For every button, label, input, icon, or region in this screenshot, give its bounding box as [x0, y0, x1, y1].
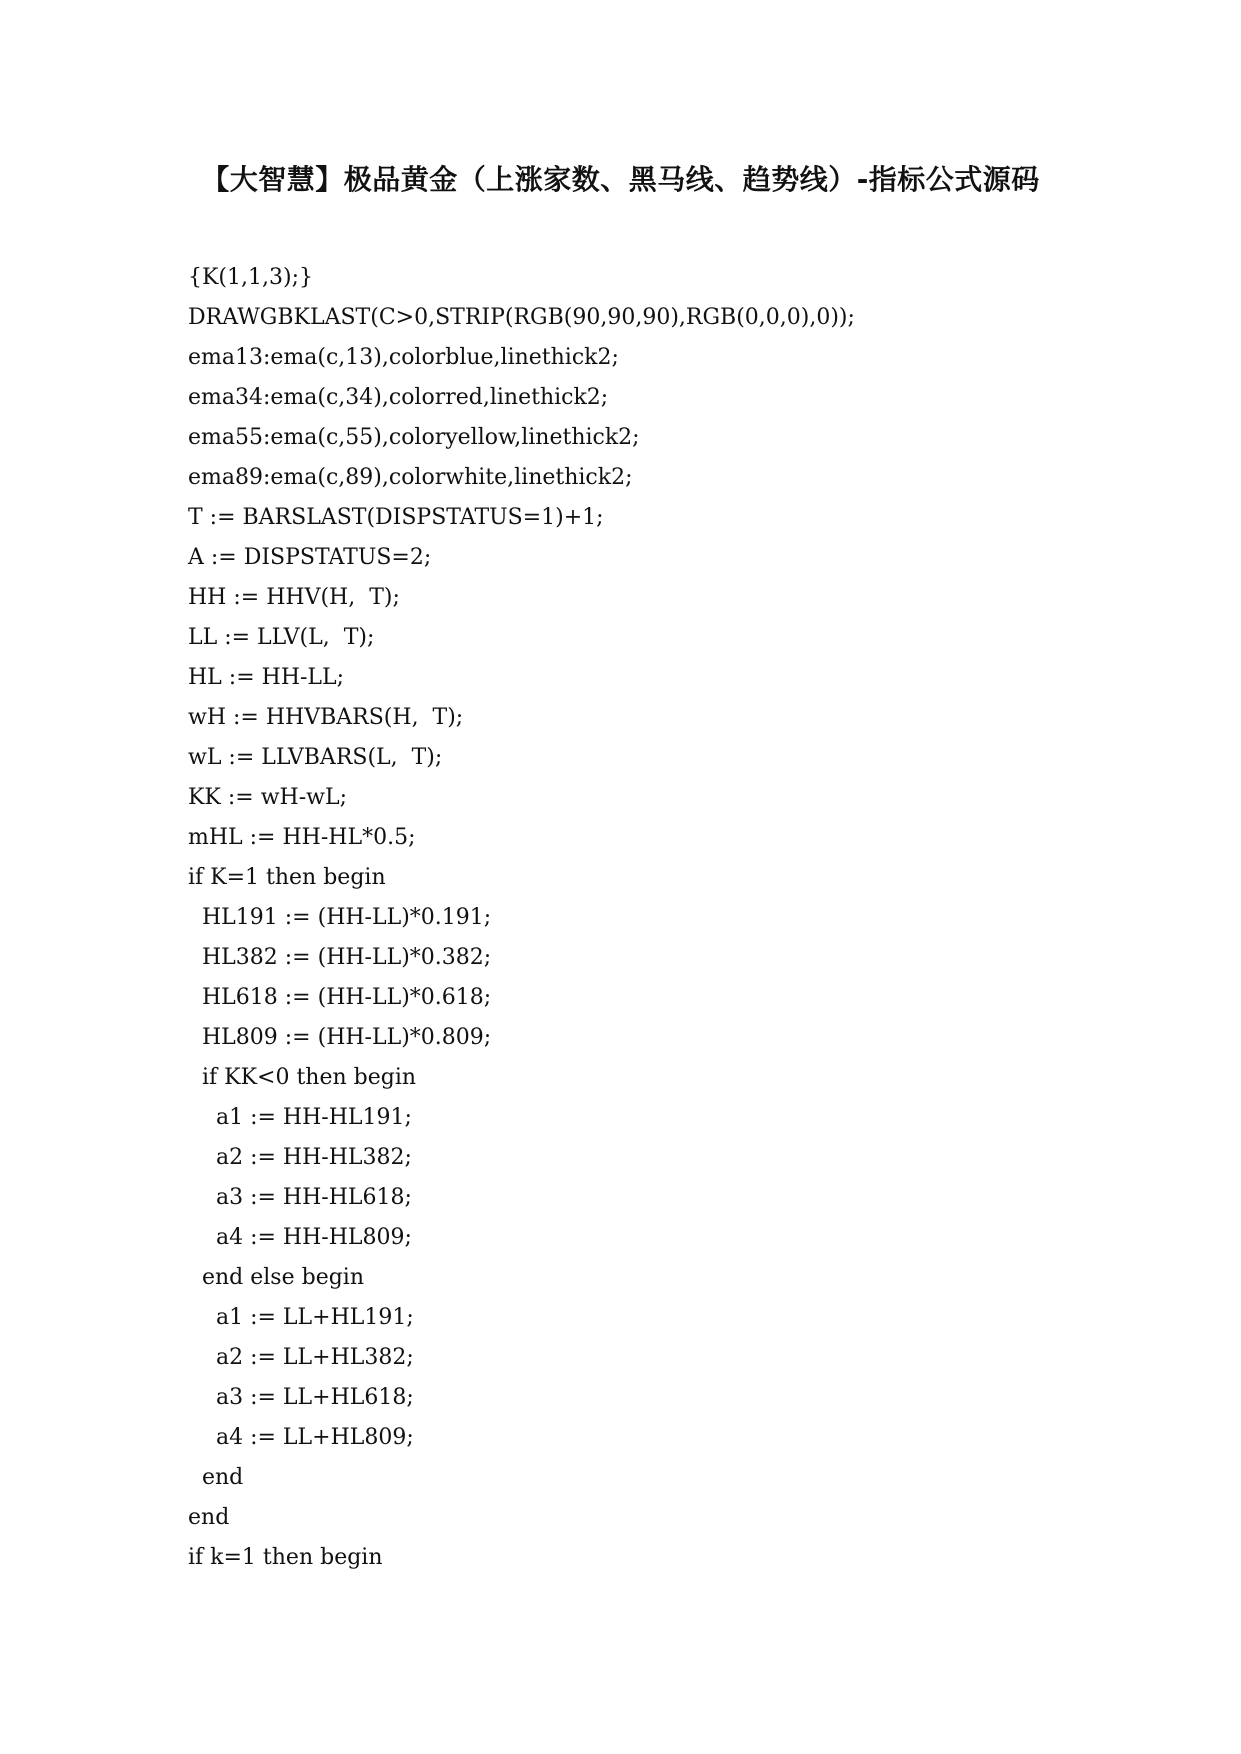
- code-line: wH := HHVBARS(H, T);: [188, 705, 464, 730]
- code-line: end: [188, 1505, 230, 1530]
- code-line: HL := HH-LL;: [188, 665, 345, 690]
- code-line: a2 := LL+HL382;: [188, 1345, 414, 1370]
- code-line: HH := HHV(H, T);: [188, 585, 400, 610]
- code-line: T := BARSLAST(DISPSTATUS=1)+1;: [188, 505, 604, 530]
- code-line: ema89:ema(c,89),colorwhite,linethick2;: [188, 465, 633, 490]
- code-line: HL382 := (HH-LL)*0.382;: [188, 945, 492, 970]
- code-line: end: [188, 1465, 244, 1490]
- code-line: ema55:ema(c,55),coloryellow,linethick2;: [188, 425, 640, 450]
- code-line: a2 := HH-HL382;: [188, 1145, 412, 1170]
- document-title: 【大智慧】极品黄金（上涨家数、黑马线、趋势线）-指标公式源码: [201, 163, 1040, 196]
- code-line: LL := LLV(L, T);: [188, 625, 375, 650]
- code-line: mHL := HH-HL*0.5;: [188, 825, 416, 850]
- code-line: DRAWGBKLAST(C>0,STRIP(RGB(90,90,90),RGB(0,0,0),0));: [188, 305, 855, 330]
- code-line: ema13:ema(c,13),colorblue,linethick2;: [188, 345, 619, 370]
- code-line: HL618 := (HH-LL)*0.618;: [188, 985, 492, 1010]
- code-line: HL809 := (HH-LL)*0.809;: [188, 1025, 492, 1050]
- code-line: a1 := LL+HL191;: [188, 1305, 414, 1330]
- code-line: HL191 := (HH-LL)*0.191;: [188, 905, 492, 930]
- code-line: if k=1 then begin: [188, 1545, 383, 1570]
- code-line: a4 := HH-HL809;: [188, 1225, 412, 1250]
- code-line: if K=1 then begin: [188, 865, 386, 890]
- code-line: ema34:ema(c,34),colorred,linethick2;: [188, 385, 609, 410]
- code-line: {K(1,1,3);}: [188, 265, 313, 290]
- code-line: a1 := HH-HL191;: [188, 1105, 412, 1130]
- code-line: wL := LLVBARS(L, T);: [188, 745, 443, 770]
- code-line: end else begin: [188, 1265, 364, 1290]
- code-line: a3 := LL+HL618;: [188, 1385, 414, 1410]
- code-line: a4 := LL+HL809;: [188, 1425, 414, 1450]
- code-line: KK := wH-wL;: [188, 785, 348, 810]
- code-line: A := DISPSTATUS=2;: [188, 545, 432, 570]
- formula-source-code: [188, 258, 1148, 1578]
- code-line: if KK<0 then begin: [188, 1065, 417, 1090]
- code-line: a3 := HH-HL618;: [188, 1185, 412, 1210]
